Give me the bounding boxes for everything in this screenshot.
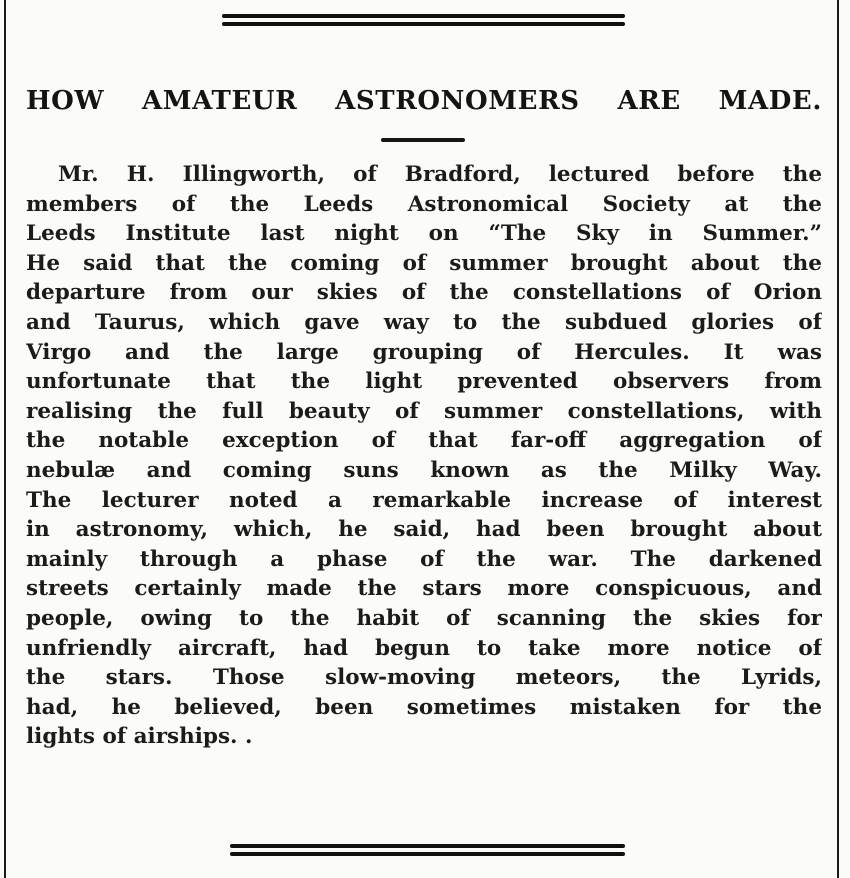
article-line: The lecturer noted a remarkable increase of interest [26, 487, 822, 513]
article-line: unfriendly aircraft, had begun to take more notice of [26, 635, 822, 661]
article-line: Leeds Institute last night on “The Sky in Summer.” [26, 221, 822, 247]
article-line: nebulæ and coming suns known as the Milky Way. [26, 457, 822, 483]
article-line: people, owing to the habit of scanning the skies for [26, 605, 822, 631]
article-line: the notable exception of that far-off aggregation of [26, 428, 822, 454]
top-double-rule [222, 14, 625, 26]
article-line: the stars. Those slow-moving meteors, the Lyrids, [26, 665, 822, 691]
article-line: had, he believed, been sometimes mistaken for the [26, 694, 822, 720]
article-line: Virgo and the large grouping of Hercules. It was [26, 339, 822, 365]
article-headline: HOW AMATEUR ASTRONOMERS ARE MADE. [26, 86, 822, 116]
article-line: Mr. H. Illingworth, of Bradford, lectured before the [58, 162, 822, 187]
article-line: unfortunate that the light prevented observers from [26, 369, 822, 395]
article-line: He said that the coming of summer brought about the [26, 250, 822, 276]
article-line: lights of airships. . [26, 724, 253, 750]
left-column-border [4, 0, 6, 878]
article-line: streets certainly made the stars more conspicuous, and [26, 576, 822, 602]
right-column-border [837, 0, 839, 878]
article-line: in astronomy, which, he said, had been brought about [26, 517, 822, 543]
article-line: and Taurus, which gave way to the subdued glories of [26, 309, 822, 335]
article-line: members of the Leeds Astronomical Society at the [26, 191, 822, 217]
article-line: departure from our skies of the constellations of Orion [26, 280, 822, 306]
article-line: mainly through a phase of the war. The darkened [26, 546, 822, 572]
headline-divider [381, 138, 465, 142]
article-line: realising the full beauty of summer constellations, with [26, 398, 822, 424]
bottom-double-rule [230, 844, 625, 856]
article-body [26, 160, 822, 752]
